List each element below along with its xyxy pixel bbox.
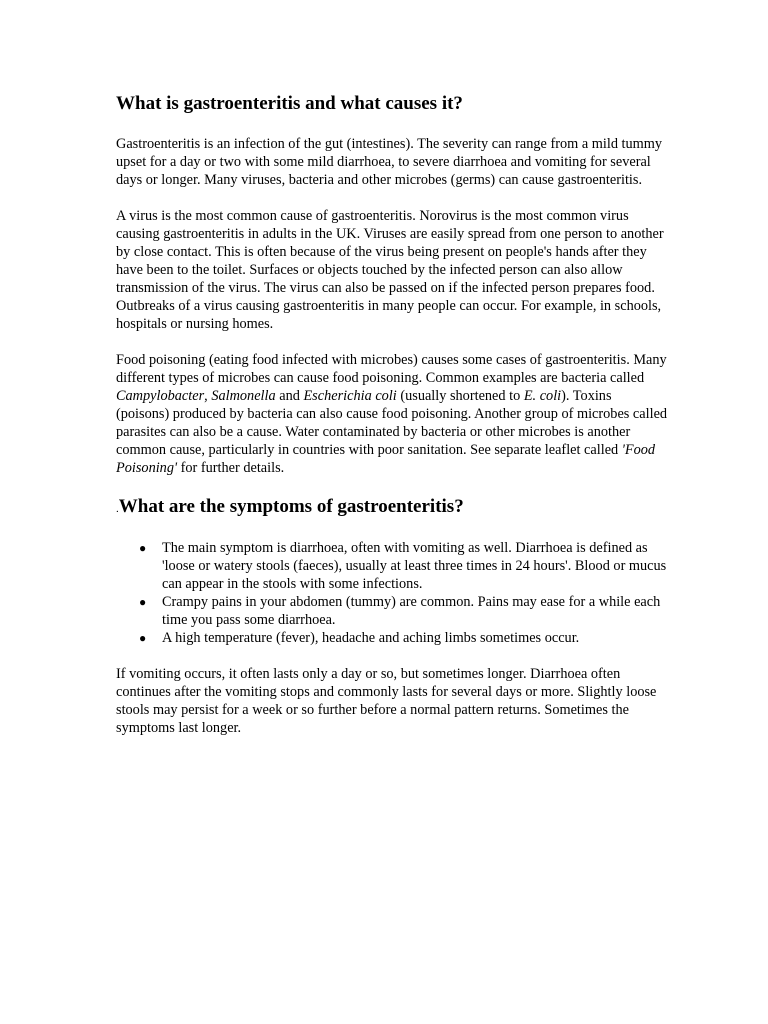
list-item — [139, 539, 668, 593]
bullet-icon: ● — [139, 631, 147, 645]
fp-text-1: Food poisoning (eating food infected with microbes) causes some cases of gastroenteritis. Many different types of microbes can cause food poisoning. Common examples are bacteria called — [116, 352, 667, 386]
list-item-text: A high temperature (fever), headache and aching limbs sometimes occur. — [162, 630, 580, 646]
paragraph-intro: Gastroenteritis is an infection of the gut (intestines). The severity can range from a mild tummy upset for a day or two with some mild diarrhoea, to severe diarrhoea and vomiting for several days or longer. Many viruses, bacteria and other microbes (germs) can cause gastroenteritis. — [116, 136, 663, 188]
list-item — [139, 593, 668, 629]
ecoli-short-term: E. coli — [523, 388, 562, 404]
list-item-text: Crampy pains in your abdomen (tummy) are common. Pains may ease for a while each time you pass some diarrhoea. — [162, 594, 661, 628]
symptoms-list — [116, 539, 668, 647]
fp-text-2: (usually shortened to — [396, 388, 524, 404]
ecoli-full-term: Escherichia coli — [303, 388, 397, 404]
list-item — [139, 629, 668, 647]
campylobacter-term: Campylobacter — [116, 388, 205, 404]
heading-causes: What is gastroenteritis and what causes it? — [116, 93, 463, 114]
paragraph-duration: If vomiting occurs, it often lasts only a day or so, but sometimes longer. Diarrhoea often continues after the vomiting stops and commonly lasts for several days or more. Slightly loose stools may persist for a week or so further before a normal pattern returns. Sometimes the symptoms last longer. — [116, 666, 657, 736]
fp-text-3: ). Toxins (poisons) produced by bacteria can also cause food poisoning. Another group of microbes called parasites can also be a cause. Water contaminated by bacteria or other microbes is another common cause, particularly in countries with poor sanitation. See separate leaflet called — [116, 388, 668, 458]
food-poisoning-leaflet-ref: 'Food Poisoning' — [116, 442, 656, 476]
paragraph-virus: A virus is the most common cause of gastroenteritis. Norovirus is the most common virus causing gastroenteritis in adults in the UK. Viruses are easily spread from one person to another by close contact. This is often because of the virus being present on people's hands after they have been to the toilet. Surfaces or objects touched by the infected person can also allow transmission of the virus. The virus can also be passed on if the infected person prepares food. Outbreaks of a virus causing gastroenteritis in many people can occur. For example, in schools, hospitals or nursing homes. — [116, 208, 664, 332]
bullet-icon: ● — [139, 541, 147, 555]
heading-symptoms — [116, 495, 668, 521]
bullet-icon: ● — [139, 595, 147, 609]
fp-and: and — [275, 388, 304, 404]
fp-comma: , — [204, 388, 212, 404]
heading-symptoms-text: What are the symptoms of gastroenteritis? — [118, 496, 464, 517]
list-item-text: The main symptom is diarrhoea, often with vomiting as well. Diarrhoea is defined as 'loose or watery stools (faeces), usually at least three times in 24 hours'. Blood or mucus can appear in the stools with some infections. — [162, 540, 667, 592]
stray-dot: . — [116, 503, 119, 515]
fp-text-4: for further details. — [177, 460, 285, 476]
paragraph-food-poisoning — [116, 351, 668, 477]
salmonella-term: Salmonella — [211, 388, 276, 404]
